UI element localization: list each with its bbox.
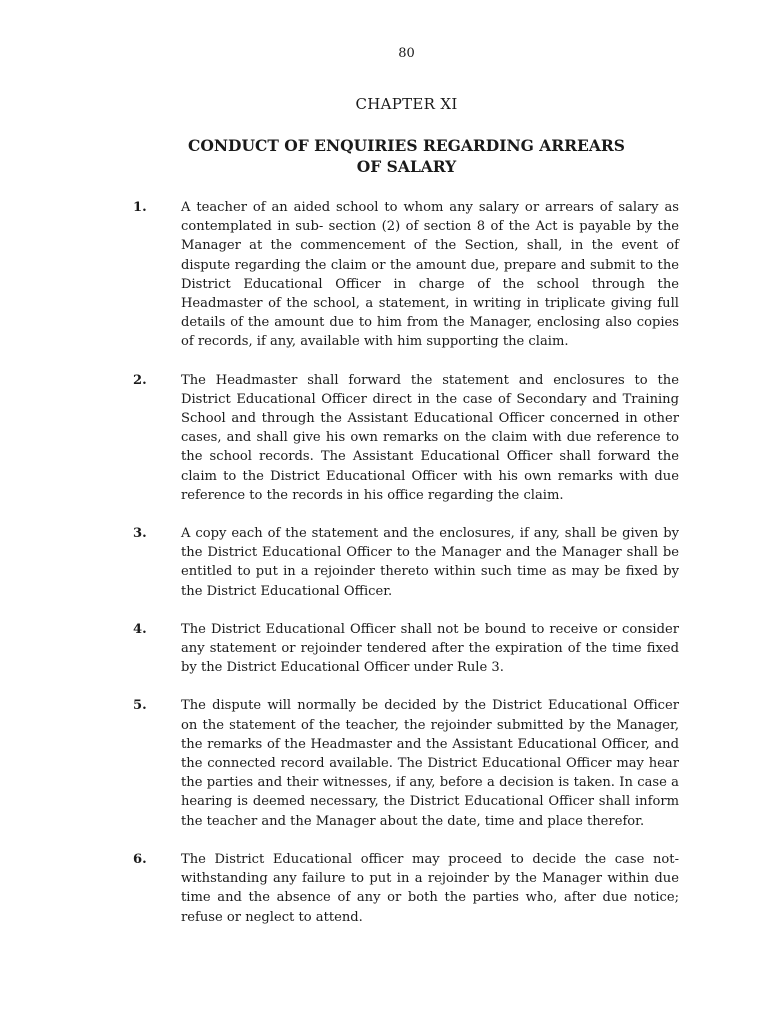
clause-text: The dispute will normally be decided by the District Educational Officer on the statement of the teacher, the rejoinder submitted by the Manager, the remarks of the Headmaster and the Assistant Educational Officer, and the connected record available. The District Educational Officer may hear the parties and their witnesses, if any, before a decision is taken. In case a hearing is deemed necessary, the District Educational Officer shall inform the teacher and the Manager about the date, time and place therefor. (181, 698, 679, 829)
chapter-heading: CHAPTER XI (355, 95, 458, 113)
clause-number: 6. (133, 851, 147, 867)
clause-text: A copy each of the statement and the enclosures, if any, shall be given by the District Educational Officer to the Manager and the Manager shall be entitled to put in a rejoinder thereto within such time as may be fixed by the District Educational Officer. (181, 526, 679, 599)
clause-text: A teacher of an aided school to whom any salary or arrears of salary as contemplated in sub- section (2) of section 8 of the Act is payable by the Manager at the commencement of the Section, shall, in the event of dispute regarding the claim or the amount due, prepare and submit to the District Educational Officer in charge of the school through the Headmaster of the school, a statement, in writing in triplicate giving full details of the amount due to him from the Manager, enclosing also copies of records, if any, available with him supporting the claim. (181, 200, 679, 350)
clause-number: 5. (133, 698, 147, 714)
clause-text: The District Educational officer may proceed to decide the case not-withstanding any failure to put in a rejoinder by the Manager within due time and the absence of any or both the parties who, after due notice; refuse or neglect to attend. (181, 851, 679, 925)
chapter-title-line-1: CONDUCT OF ENQUIRIES REGARDING ARREARS (188, 136, 625, 155)
clause-3 (133, 524, 679, 601)
clause-number: 1. (133, 200, 147, 215)
clause-number: 3. (133, 526, 147, 542)
chapter-title-line-2: OF SALARY (356, 157, 457, 176)
chapter-title (0, 135, 768, 177)
clause-number: 4. (133, 621, 147, 637)
clause-4 (133, 620, 679, 678)
page-number: 80 (398, 46, 415, 61)
clause-number: 2. (133, 372, 147, 388)
clause-6 (133, 850, 679, 927)
clause-2 (133, 371, 679, 505)
clause-1 (133, 198, 679, 352)
clause-text: The District Educational Officer shall not be bound to receive or consider any statement or rejoinder tendered after the expiration of the time fixed by the District Educational Officer under Rule 3. (181, 621, 679, 676)
clause-5 (133, 696, 679, 830)
clause-list (133, 198, 679, 927)
clause-text: The Headmaster shall forward the statement and enclosures to the District Educational Officer direct in the case of Secondary and Training School and through the Assistant Educational Officer concerned in other cases, and shall give his own remarks on the claim with due reference to the school records. The Assistant Educational Officer shall forward the claim to the District Educational Officer with his own remarks with due reference to the records in his office regarding the claim. (181, 372, 679, 503)
